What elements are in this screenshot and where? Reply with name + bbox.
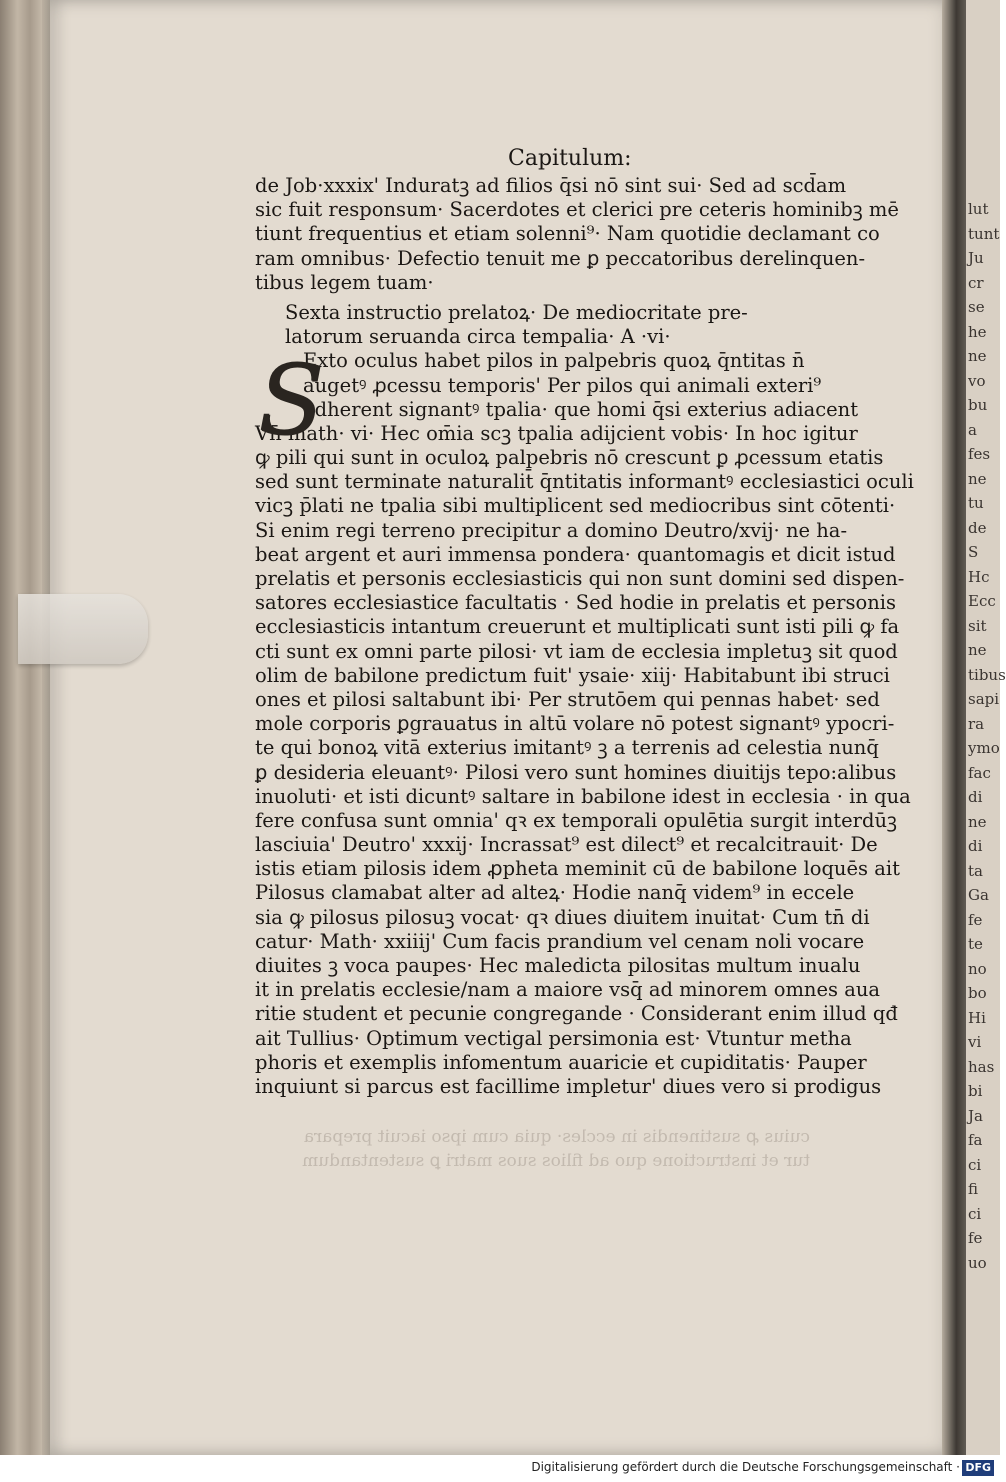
facing-page-fragment: sit [968,616,987,635]
footer-credit: Digitalisierung gefördert durch die Deutsche Forschungsgemeinschaft · [531,1460,960,1474]
text-line: olim de babilone predictum fuit' ysaie· xiij· Habitabunt ibi struci [255,663,890,687]
text-line: augetꝰ ꝓcessu temporis' Per pilos qui animali exteri⁹ [303,373,822,397]
text-line: Vn̄ math· vi· Hec om̄ia scꝫ tpalia adijcient vobis· In hoc igitur [255,421,858,445]
facing-page-fragment: fi [968,1180,979,1198]
facing-page-fragment: tunt [968,224,1000,243]
text-line: vicꝫ p̄lati ne tpalia sibi multiplicent sed mediocribus sint cōtenti· [255,494,896,518]
dfg-logo: DFG [962,1460,994,1476]
text-line: cuius ꝓ sustinendis in eccles· quia cum ipso iacuit prepara [303,1127,810,1147]
facing-page-fragment: di [968,837,983,855]
text-line: ꝙ pili qui sunt in oculoꝝ palpebris nō crescunt ꝑ ꝓcessum etatis [255,446,884,470]
facing-page-fragment: fa [968,1131,983,1149]
text-line: fere confusa sunt omnia' qꝛ ex temporali opulētia surgit interdūꝫ [255,808,897,832]
decorated-initial: S [258,344,324,456]
text-line: beat argent et auri immensa pondera· quantomagis et dicit istud [255,542,896,566]
facing-page-fragment: he [968,322,987,341]
left-page-edges [0,0,50,1455]
text-line: ecclesiasticis intantum creuerunt et multiplicati sunt isti pili ꝙ fa [255,615,900,639]
facing-page-fragment: tu [968,494,984,512]
text-line: sic fuit responsum· Sacerdotes et clerici pre ceteris hominibꝫ mē [255,198,899,222]
facing-page-fragment: di [968,788,983,806]
text-line: istis etiam pilosis idem ꝓpheta meminit cū de babilone loquēs ait [255,857,900,881]
text-line: prelatis et personis ecclesiasticis qui non sunt domini sed dispen- [255,567,905,590]
text-line: lasciuia' Deutro' xxxij· Incrassat⁹ est dilect⁹ et recalcitrauit· De [255,833,878,857]
facing-page-fragment: fe [968,1229,983,1247]
facing-page-fragment: uo [968,1253,987,1272]
text-line: tibus legem tuam· [255,270,434,294]
text-line: tiunt frequentius et etiam solenni⁹· Nam quotidie declamant co [255,222,880,246]
text-line: cti sunt ex omni parte pilosi· vt iam de ecclesia impletuꝫ sit quod [255,639,898,663]
text-line: ones et pilosi saltabunt ibi· Per strutōem qui pennas habet· sed [255,687,880,711]
facing-page-fragment: se [968,298,985,316]
text-line: Sexta instructio prelatoꝝ· De mediocritate pre- [285,300,748,324]
facing-page-fragment: Hi [968,1008,986,1027]
facing-page-fragment: cr [968,273,984,292]
facing-page-fragment: bo [968,984,987,1002]
facing-page-fragment: bu [968,396,988,414]
text-line: it in prelatis ecclesie/nam a maiore vsq̄ ad minorem omnes aua [255,978,881,1002]
facing-page-fragment: lut [968,200,989,218]
facing-page-fragment: Ja [968,1106,983,1125]
facing-page-fragment: bi [968,1082,983,1100]
footer-bar [0,1455,1000,1482]
facing-page-fragment: Ju [968,249,984,267]
facing-page-fragment: fac [968,763,991,782]
section-heading [255,301,885,349]
facing-page-fragment: Hc [968,567,990,586]
facing-page-fragment: de [968,518,987,537]
facing-page-fragment: fe [968,910,983,929]
main-text-block [255,150,914,1099]
facing-page-fragment: Ecc [968,592,996,610]
text-line: inuoluti· et isti dicuntꝰ saltare in babilone idest in ecclesia · in qua [255,784,911,808]
text-line: Pilosus clamabat alter ad alteꝝ· Hodie nanq̄ videm⁹ in eccele [255,881,855,905]
facing-page-fragment: ci [968,1204,982,1223]
facing-page-fragment: ne [968,347,987,365]
facing-page-fragment: ra [968,714,985,733]
facing-page-fragment: a [968,420,977,439]
facing-page-fragment: ne [968,469,987,488]
show-through-text [250,1125,810,1173]
body-paragraph [255,421,914,1099]
text-line: phoris et exemplis infomentum auaricie et cupiditatis· Pauper [255,1050,867,1074]
text-line: te qui bonoꝝ vitā exterius imitantꝰ ꝫ a terrenis ad celestia nunq̄ [255,736,879,760]
text-line: tur et instructione quo ad filios suos matri ꝑ sustentandum [302,1151,810,1172]
text-line: ritie student et pecunie congregande · Considerant enim illud qđ [255,1002,898,1026]
text-line: ait Tullius· Optimum vectigal persimonia est· Vtuntur metha [255,1026,852,1050]
text-line: de Job·xxxix' Induratꝫ ad filios q̄si nō sint sui· Sed ad scd̄am [255,174,847,197]
facing-page-fragment: has [968,1057,995,1076]
text-line: Si enim regi terreno precipitur a domino Deutro/xvij· ne ha- [255,518,848,542]
text-line: mole corporis ꝑgrauatus in altū volare nō potest signantꝰ ypocri- [255,712,895,736]
facing-page-fragment: no [968,959,987,978]
text-line: satores ecclesiastice facultatis · Sed hodie in prelatis et personis [255,591,897,615]
text-line: sed sunt terminate naturalit̄ q̄ntitatis informantꝰ ecclesiastici oculi [255,470,914,494]
text-line: ꝑ desideria eleuantꝰ· Pilosi vero sunt homines diuitijs tepo:alibus [255,760,897,784]
facing-page-fragment: te [968,935,983,953]
chapter-header: Capitulum: [508,146,632,171]
facing-page-fragment: ta [968,861,983,880]
facing-page-fragment: tibus [968,665,1006,684]
facing-page-fragment: ymo [968,739,1000,757]
text-line: inquiunt si parcus est facillime impletur' diues vero si prodigus [255,1074,882,1098]
page-clip-tab [18,594,148,664]
facing-page-fragment: sapi [968,690,1000,708]
text-line: adherent signantꝰ tpalia· que homi q̄si exterius adiacent [303,397,859,421]
text-line: latorum seruanda circa tempalia· A ·vi· [285,325,671,349]
book-gutter [942,0,968,1455]
facing-page-fragment: vi [968,1033,982,1051]
text-line: diuites ꝫ voca paupes· Hec maledicta pilositas multum inualu [255,954,861,977]
facing-page-fragment: ci [968,1155,982,1174]
text-line: sia ꝙ pilosus pilosuꝫ vocat· qꝛ diues diuitem inuitat· Cum tn̄ di [255,905,870,929]
facing-page-fragment: S [968,543,979,561]
facing-page-fragment: fes [968,445,991,463]
facing-page-fragment: ne [968,641,987,659]
text-line: catur· Math· xxiiij' Cum facis prandium vel cenam noli vocare [255,929,865,953]
facing-page-strip [966,0,1006,1455]
facing-page-fragment: Ga [968,886,989,904]
top-paragraph [255,174,899,295]
text-line: ram omnibus· Defectio tenuit me ꝑ peccatoribus derelinquen- [255,246,866,270]
facing-page-fragment: ne [968,812,987,831]
text-line: Exto oculus habet pilos in palpebris quoꝝ q̄ntitas n̄ [303,349,805,373]
facing-page-fragment: vo [968,371,986,390]
dropcap-paragraph [255,349,885,422]
